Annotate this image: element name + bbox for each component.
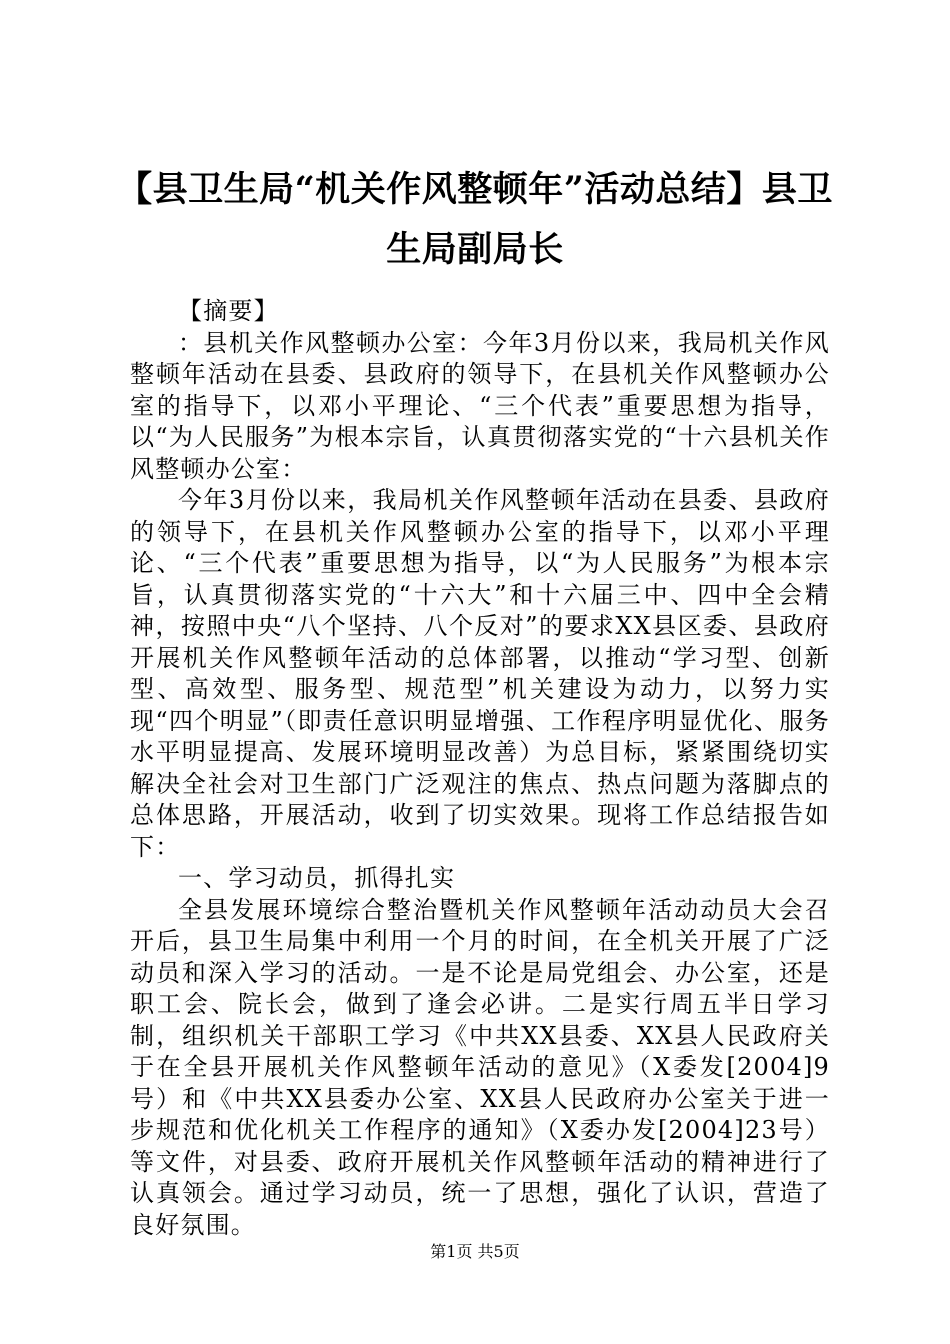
section-heading: 一、学习动员，抓得扎实 bbox=[178, 864, 456, 892]
document-title: 【县卫生局“机关作风整顿年”活动总结】县卫生局副局长 bbox=[117, 169, 833, 270]
section-paragraph: 全县发展环境综合整治暨机关作风整顿年活动动员大会召开后，县卫生局集中利用一个月的时间，在全机关开展了广泛动员和深入学习的活动。一是不论是局党组会、办公室，还是职工会、院长会，做到了逢会必讲。二是实行周五半日学习制，组织机关干部职工学习《中共XX县委、XX县人民政府关于在全县开展机关作风整顿年活动的意见》（X委发[2004]9号）和《中共XX县委办公室、XX县人民政府办公室关于进一步规范和优化机关工作程序的通知》（X委办发[2004]23号）等文件，对县委、政府开展机关作风整顿年活动的精神进行了认真领会。通过学习动员，统一了思想，强化了认识，营造了良好氛围。 bbox=[130, 895, 830, 1239]
intro-paragraph: 今年3月份以来，我局机关作风整顿年活动在县委、县政府的领导下，在县机关作风整顿办公室的指导下，以邓小平理论、“三个代表”重要思想为指导，以“为人民服务”为根本宗旨，认真贯彻落实党的“十六大”和十六届三中、四中全会精神，按照中央“八个坚持、八个反对”的要求XX县区委、县政府开展机关作风整顿年活动的总体部署，以推动“学习型、创新型、高效型、服务型、规范型”机关建设为动力，以努力实现“四个明显”（即责任意识明显增强、工作程序明显优化、服务水平明显提高、发展环境明显改善）为总目标，紧紧围绕切实解决全社会对卫生部门广泛观注的焦点、热点问题为落脚点的总体思路，开展活动，收到了切实效果。现将工作总结报告如下： bbox=[130, 486, 830, 861]
document-body bbox=[130, 296, 830, 1241]
abstract-label: 【摘要】 bbox=[178, 297, 279, 325]
page-footer: 第1页 共5页 bbox=[430, 1242, 520, 1261]
abstract-paragraph: ：县机关作风整顿办公室：今年3月份以来，我局机关作风整顿年活动在县委、县政府的领导下，在县机关作风整顿办公室的指导下，以邓小平理论、“三个代表”重要思想为指导，以“为人民服务”为根本宗旨，认真贯彻落实党的“十六县机关作风整顿办公室： bbox=[130, 328, 830, 483]
